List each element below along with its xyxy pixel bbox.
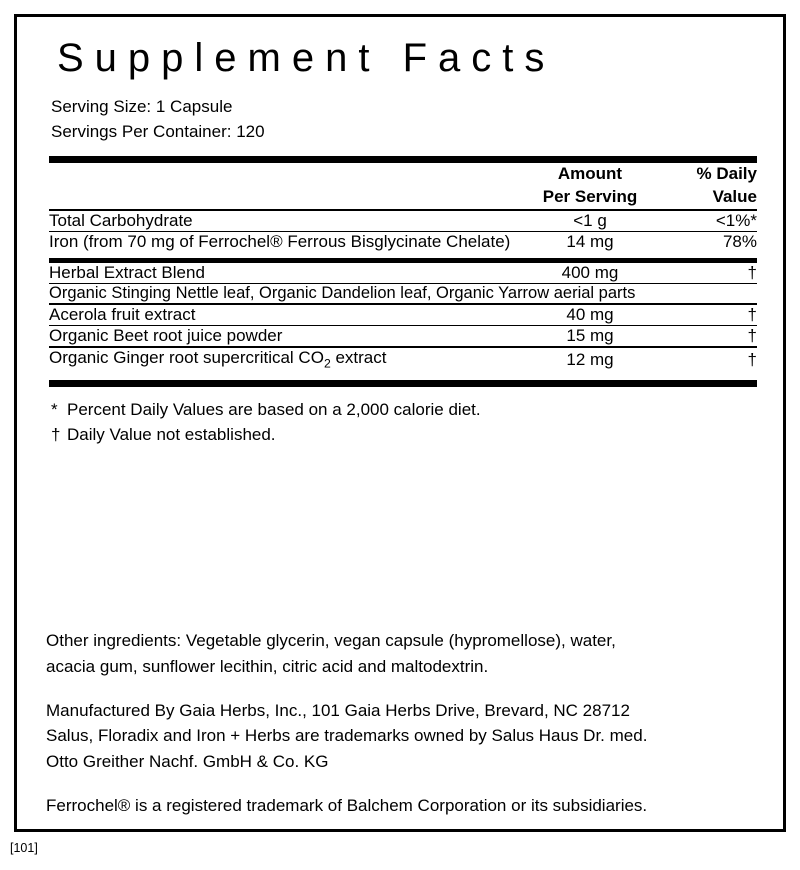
footnote-dagger-mark: † bbox=[51, 425, 61, 445]
footnote-star-mark: * bbox=[51, 399, 58, 419]
serving-size: Serving Size: 1 Capsule bbox=[51, 97, 233, 116]
table-row bbox=[49, 348, 757, 370]
row-name: Organic Stinging Nettle leaf, Organic Dandelion leaf, Organic Yarrow aerial parts bbox=[49, 284, 636, 303]
other-ingredients-line2: acacia gum, sunflower lecithin, citric acid and maltodextrin. bbox=[46, 656, 489, 676]
row-name: Herbal Extract Blend bbox=[49, 262, 205, 282]
header-amount-line2: Per Serving bbox=[542, 187, 638, 207]
table-header-row bbox=[49, 163, 757, 209]
row-name: Organic Ginger root supercritical $CO_2$ extract bbox=[49, 347, 387, 370]
row-daily-value: † bbox=[747, 304, 757, 324]
divider-thick-bottom bbox=[49, 380, 757, 387]
row-amount: 12 mg bbox=[566, 349, 614, 369]
table-row bbox=[49, 211, 757, 231]
facts-inner bbox=[49, 35, 757, 448]
header-amount bbox=[515, 163, 665, 209]
row-amount: 15 mg bbox=[566, 326, 614, 346]
footnote-dagger bbox=[51, 422, 757, 448]
header-dv-line2: Value bbox=[712, 187, 757, 207]
divider-thick-top bbox=[49, 156, 757, 163]
trademark-note: Ferrochel® is a registered trademark of Balchem Corporation or its subsidiaries. bbox=[46, 796, 648, 816]
footnote-dagger-text: Daily Value not established. bbox=[67, 425, 276, 445]
row-amount: <1 g bbox=[573, 210, 607, 230]
serving-info bbox=[49, 95, 757, 144]
row-name: Organic Beet root juice powder bbox=[49, 326, 283, 346]
row-daily-value: † bbox=[747, 262, 757, 282]
other-ingredients-line1: Other ingredients: Vegetable glycerin, vegan capsule (hypromellose), water, bbox=[46, 631, 616, 650]
row-daily-value: 78% bbox=[722, 231, 757, 251]
table-row bbox=[49, 263, 757, 283]
footnote-star bbox=[51, 397, 757, 423]
header-daily-value bbox=[665, 163, 757, 209]
table-row bbox=[49, 326, 757, 346]
header-dv-line1: % Daily bbox=[696, 164, 757, 184]
table-row bbox=[49, 305, 757, 325]
manufacturer-line3: Otto Greither Nachf. GmbH & Co. KG bbox=[46, 752, 329, 772]
table-row bbox=[49, 232, 757, 252]
header-amount-line1: Amount bbox=[557, 164, 623, 184]
footnotes bbox=[49, 387, 757, 448]
footnote-star-text: Percent Daily Values are based on a 2,000 calorie diet. bbox=[67, 399, 481, 419]
row-name: Acerola fruit extract bbox=[49, 304, 196, 324]
table-row bbox=[49, 284, 757, 303]
row-daily-value: † bbox=[747, 349, 757, 369]
label-code: [101] bbox=[10, 841, 38, 855]
other-ingredients bbox=[46, 628, 760, 680]
servings-per-container: Servings Per Container: 120 bbox=[51, 121, 265, 141]
row-daily-value: <1%* bbox=[715, 210, 757, 230]
row-name: Total Carbohydrate bbox=[49, 210, 193, 230]
nutrition-table bbox=[49, 163, 757, 370]
row-amount: 14 mg bbox=[566, 231, 614, 251]
manufacturer-line2: Salus, Floradix and Iron + Herbs are trademarks owned by Salus Haus Dr. med. bbox=[46, 726, 648, 746]
manufacturer-line1: Manufactured By Gaia Herbs, Inc., 101 Gaia Herbs Drive, Brevard, NC 28712 bbox=[46, 700, 630, 720]
manufacturer-info bbox=[46, 698, 760, 775]
header-blank bbox=[49, 163, 515, 209]
row-daily-value: † bbox=[747, 326, 757, 346]
page-title: Supplement Facts bbox=[57, 36, 556, 80]
row-name: Iron (from 70 mg of Ferrochel® Ferrous Bisglycinate Chelate) bbox=[49, 231, 511, 251]
below-panel-text bbox=[46, 628, 760, 819]
row-amount: 400 mg bbox=[561, 262, 619, 282]
row-amount: 40 mg bbox=[566, 304, 614, 324]
